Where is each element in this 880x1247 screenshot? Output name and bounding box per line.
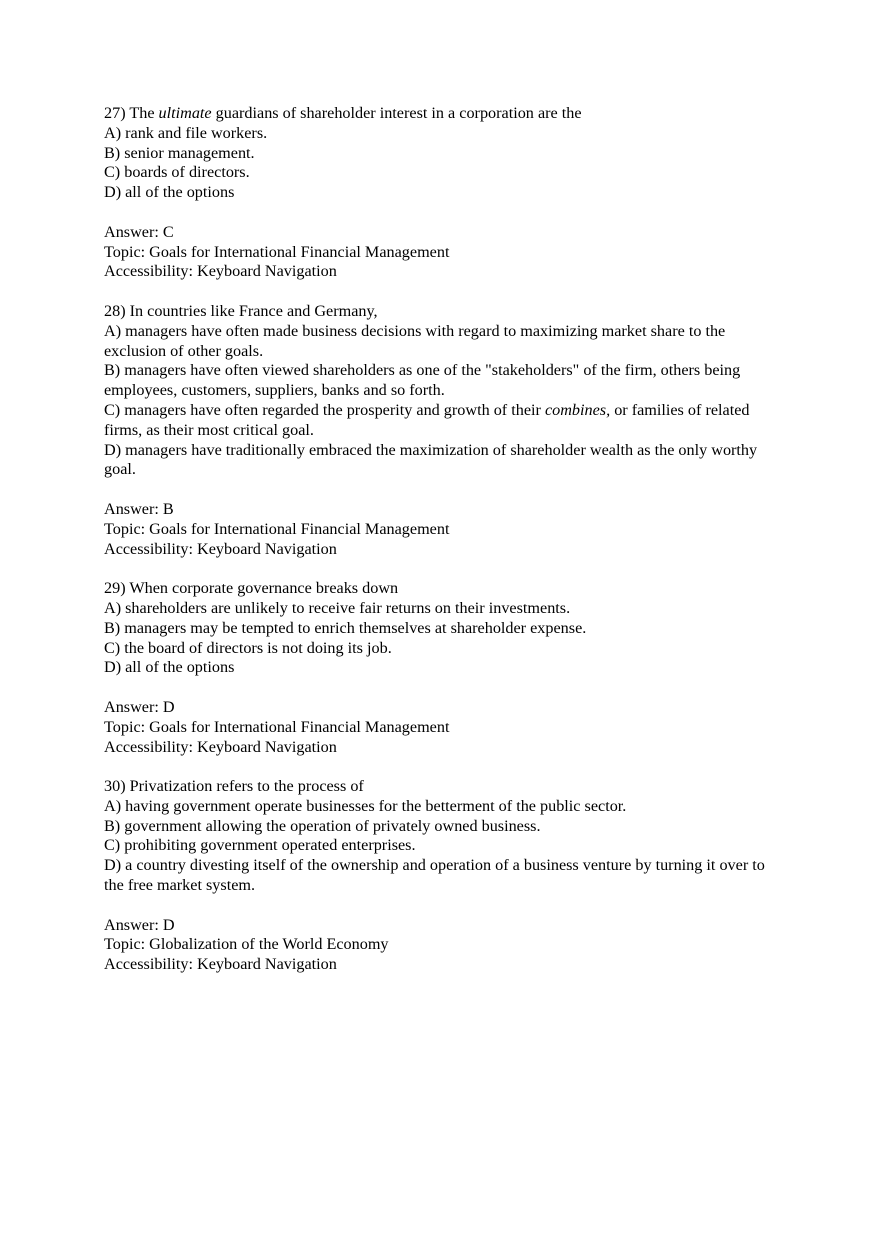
option-d: D) all of the options [104, 183, 235, 202]
option-emphasis: combines, [544, 400, 611, 419]
document-page [104, 104, 784, 995]
option-a: A) having government operate businesses for the betterment of the public sector. [104, 796, 627, 815]
option-a: A) shareholders are unlikely to receive fair returns on their investments. [104, 598, 571, 617]
question-stem: 30) Privatization refers to the process of [104, 777, 364, 796]
stem-emphasis: ultimate [158, 104, 212, 122]
question-stem: 29) When corporate governance breaks down [104, 579, 399, 598]
stem-text: guardians of shareholder interest in a corporation are the [211, 104, 582, 122]
question-30 [104, 777, 784, 896]
option-c [104, 401, 784, 441]
option-text: C) managers have often regarded the prosperity and growth of their [104, 400, 545, 419]
option-d: D) managers have traditionally embraced the maximization of shareholder wealth as the only worthy goal. [104, 440, 758, 479]
option-b: B) managers have often viewed shareholders as one of the "stakeholders" of the firm, others being employees, customers, suppliers, banks and so forth. [104, 361, 741, 400]
answer-block-28 [104, 500, 784, 559]
question-stem: 28) In countries like France and Germany, [104, 301, 378, 320]
question-28 [104, 302, 784, 480]
answer-block-29 [104, 698, 784, 757]
option-d: D) all of the options [104, 658, 235, 677]
question-27 [104, 104, 784, 203]
question-stem [104, 104, 784, 124]
option-b: B) government allowing the operation of privately owned business. [104, 816, 541, 835]
question-29 [104, 579, 784, 678]
option-a: A) rank and file workers. [104, 123, 268, 142]
answer-block-27 [104, 223, 784, 282]
topic: Topic: Goals for International Financial Management [104, 717, 450, 736]
option-c: C) boards of directors. [104, 163, 250, 182]
topic: Topic: Goals for International Financial Management [104, 519, 450, 538]
answer: Answer: B [104, 499, 174, 518]
option-c: C) prohibiting government operated enterprises. [104, 836, 416, 855]
accessibility: Accessibility: Keyboard Navigation [104, 539, 337, 558]
topic: Topic: Goals for International Financial Management [104, 242, 450, 261]
option-c: C) the board of directors is not doing its job. [104, 638, 392, 657]
option-a: A) managers have often made business decisions with regard to maximizing market share to the exclusion of other goals. [104, 321, 726, 360]
option-d: D) a country divesting itself of the ownership and operation of a business venture by turning it over to the free market system. [104, 856, 765, 895]
stem-text: 27) The [104, 104, 159, 122]
answer-block-30 [104, 916, 784, 975]
answer: Answer: C [104, 222, 174, 241]
accessibility: Accessibility: Keyboard Navigation [104, 262, 337, 281]
answer: Answer: D [104, 697, 175, 716]
accessibility: Accessibility: Keyboard Navigation [104, 955, 337, 974]
option-b: B) managers may be tempted to enrich themselves at shareholder expense. [104, 618, 587, 637]
answer: Answer: D [104, 915, 175, 934]
accessibility: Accessibility: Keyboard Navigation [104, 737, 337, 756]
option-b: B) senior management. [104, 143, 255, 162]
option-text: or families of related firms, as their most critical goal. [104, 400, 750, 439]
topic: Topic: Globalization of the World Economy [104, 935, 389, 954]
